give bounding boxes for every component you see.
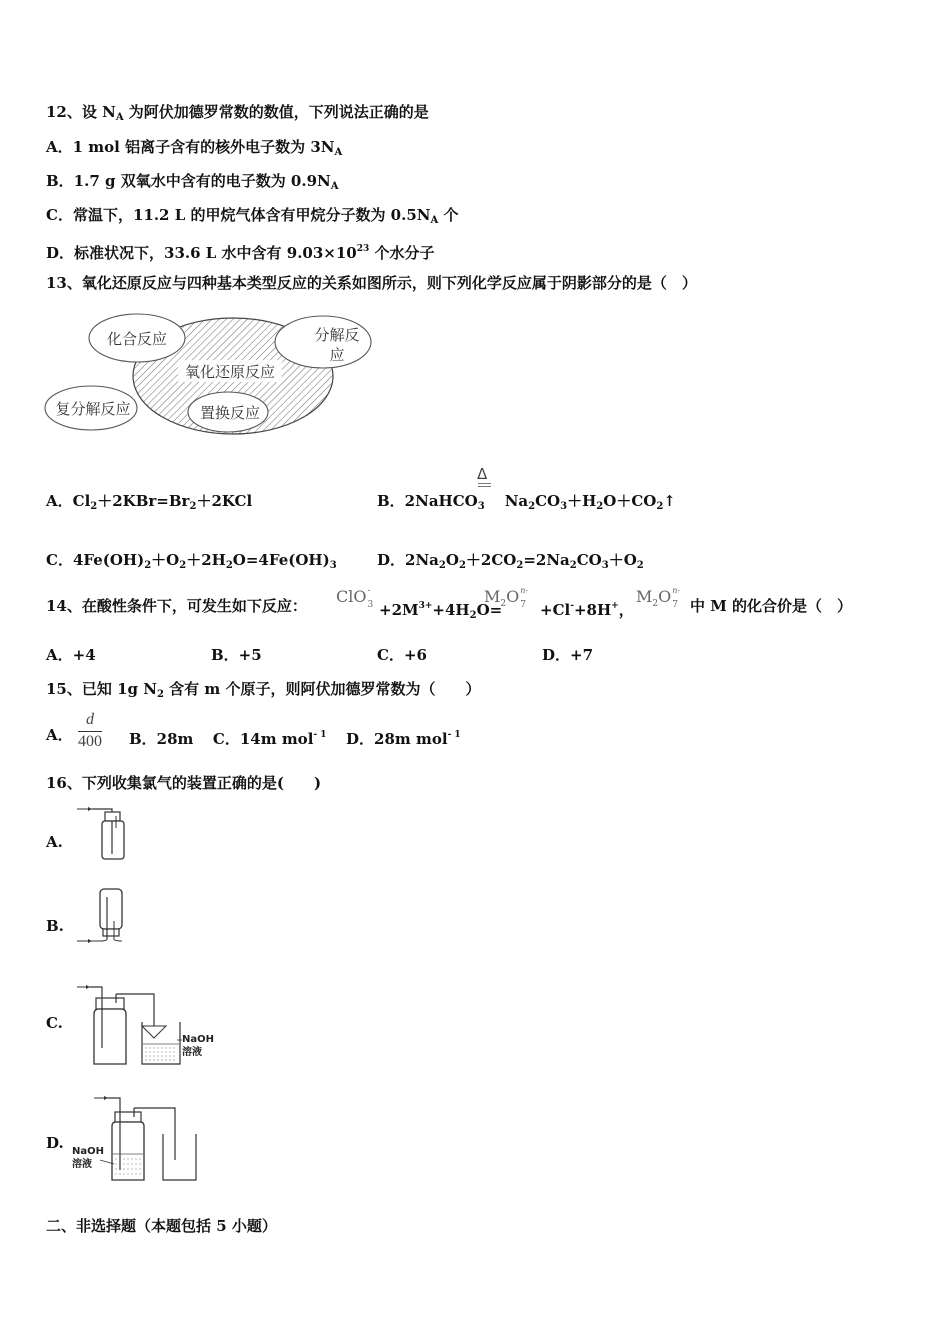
equals-line-1 [478, 483, 491, 484]
q15-option-a-fraction: $\frac{d}{400}$ [78, 711, 102, 750]
apparatus-d-bottle-and-beaker [72, 1090, 232, 1186]
naoh-label-d: NaOH [72, 1146, 104, 1157]
label-redox: 氧化还原反应 [184, 363, 276, 381]
label-double-decomposition: 复分解反应 [55, 400, 131, 418]
q14-option-a: A．+4 [46, 646, 96, 664]
q13-option-c: C．$4Fe(OH)_2+O_2+2H_2O=4Fe(OH)_3$ [46, 551, 337, 571]
solution-label-d: 溶液 [72, 1159, 92, 1170]
q14-option-d: D．+7 [542, 646, 594, 664]
q12-option-b: B．1.7 g 双氧水中含有的电子数为 $0.9N_A$ [46, 172, 339, 192]
q12-option-d: D．标准状况下，33.6 L 水中含有 $9.03\times 10^{23}$ 个水分子 [46, 244, 435, 262]
q16-option-c-label: C. [46, 1014, 63, 1032]
q14-clo3: ClO - 3 [336, 586, 374, 610]
heat-symbol: Δ [477, 465, 488, 483]
section-2-heading: 二、非选择题（本题包括 5 小题） [46, 1217, 277, 1235]
apparatus-c-bottle-and-beaker [72, 978, 232, 1070]
label-decomposition-2: 应 [329, 346, 345, 364]
q14-option-c: C．+6 [377, 646, 427, 664]
q13-option-a: A．$Cl_2+2KBr=Br_2+2KCl$ [46, 492, 253, 512]
q15-options-bcd: B．28m C．14m mol$^{- 1}$ D．28m mol$^{- 1}$ [129, 730, 461, 748]
q16-option-a-label: A. [46, 833, 63, 851]
q14-m2o7-subject: $M_2O$ n- 7 [636, 586, 681, 610]
q14-m2o7-product: $M_2O$ n- 7 [484, 586, 529, 610]
q15-stem: 15、已知 1g $N_2$ 含有 m 个原子，则阿伏加德罗常数为（ ） [46, 680, 481, 700]
q16-option-b-label: B. [46, 917, 64, 935]
reaction-venn-diagram [44, 310, 384, 440]
apparatus-b-bottle-inverted [72, 885, 132, 947]
q16-option-d-label: D. [46, 1134, 64, 1152]
label-combination: 化合反应 [106, 330, 168, 348]
q14-equation-mid: $+2M^{3+}+4H_2O=$ [379, 601, 503, 621]
equals-line-2 [478, 486, 491, 487]
q12-stem: 12、设 $N_A$ 为阿伏加德罗常数的数值，下列说法正确的是 [46, 103, 429, 123]
q14-equation-end: +Cl-+8H+， [540, 601, 634, 619]
q14-option-b: B．+5 [211, 646, 262, 664]
q12-option-a: A．1 mol 铝离子含有的核外电子数为 $3N_A$ [46, 138, 343, 158]
solution-label-c: 溶液 [182, 1047, 202, 1058]
q13-option-b: B．2NaHCO$_3$ $Na_2CO_3+H_2O+CO_2↑$ [377, 492, 676, 512]
q13-stem: 13、氧化还原反应与四种基本类型反应的关系如图所示，则下列化学反应属于阴影部分的是（ ） [46, 274, 697, 292]
q14-stem: 14、在酸性条件下，可发生如下反应： [46, 597, 307, 615]
q15-option-a-label: A． [46, 726, 73, 744]
naoh-label-c: NaOH [182, 1034, 214, 1045]
q14-stem-tail: 中 M 的化合价是（ ） [690, 597, 853, 615]
label-displacement: 置换反应 [199, 404, 261, 422]
q13-option-d: D．$2Na_2O_2+2CO_2=2Na_2CO_3+O_2$ [377, 551, 644, 571]
label-decomposition-1: 分解反 [314, 326, 360, 344]
q16-stem: 16、下列收集氯气的装置正确的是( ) [46, 774, 322, 792]
apparatus-a-bottle-upright [72, 802, 132, 864]
q12-option-c: C．常温下，11.2 L 的甲烷气体含有甲烷分子数为 $0.5N_A$ 个 [46, 206, 459, 226]
